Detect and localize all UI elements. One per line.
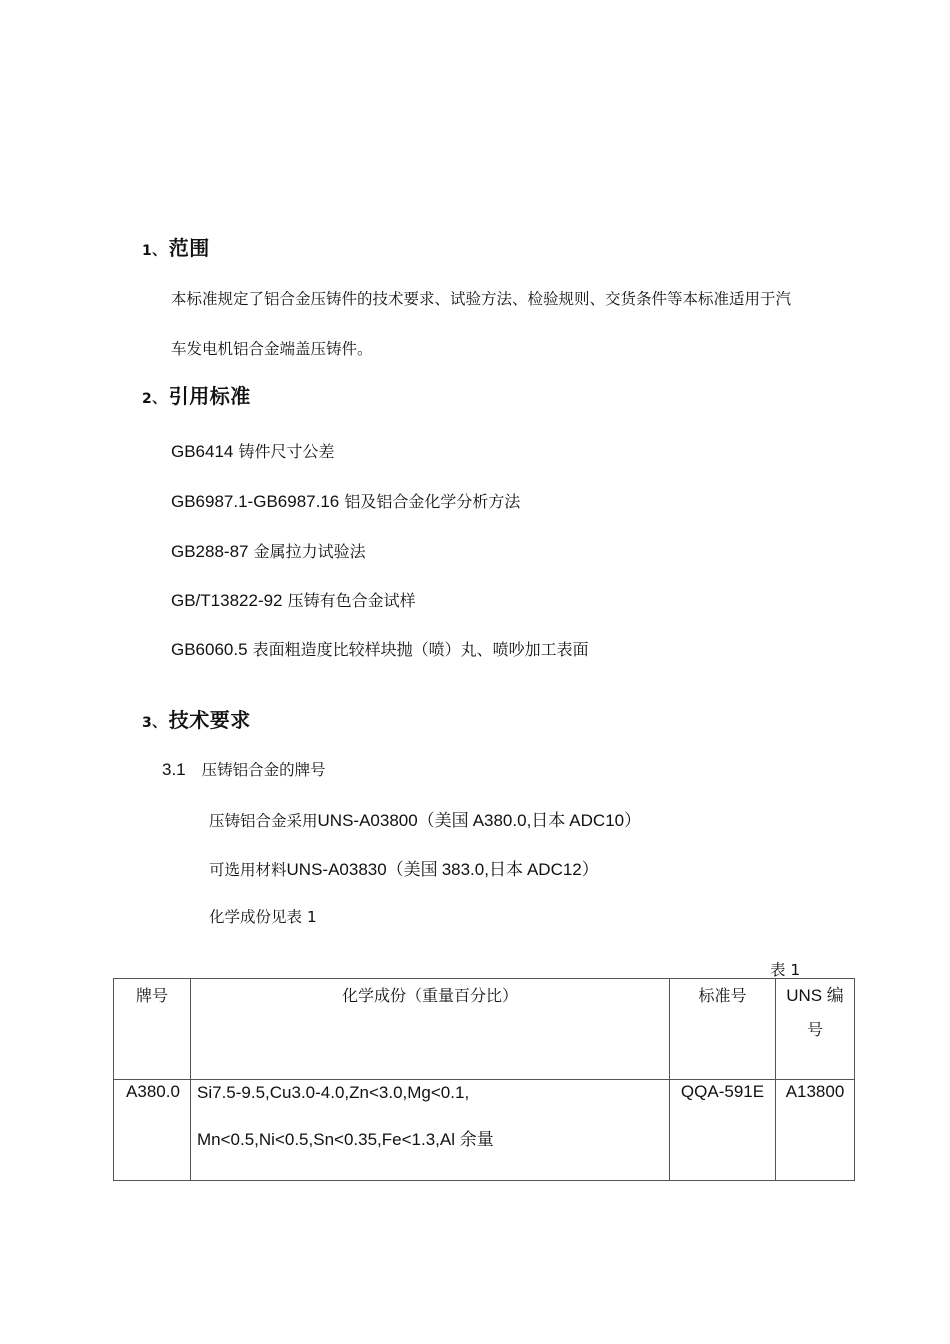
section-title: 范围: [168, 236, 210, 260]
header-uns-line2: 号: [806, 1020, 823, 1039]
cell-grade: A380.0: [114, 1080, 191, 1181]
header-uns-line1: UNS 编: [786, 986, 844, 1005]
scope-line-2: 车发电机铝合金端盖压铸件。: [171, 340, 373, 358]
subsection-number: 3.1: [162, 760, 186, 779]
reference-code: GB/T13822-92: [171, 591, 283, 610]
composition-line-2: Mn<0.5,Ni<0.5,Sn<0.35,Fe<1.3,Al 余量: [197, 1130, 494, 1149]
scope-line-1: 本标准规定了铝合金压铸件的技术要求、试验方法、检验规则、交货条件等本标准适用于汽: [171, 290, 792, 308]
reference-text: 铝及铝合金化学分析方法: [344, 492, 521, 511]
material-code: 383.0,日本: [441, 860, 523, 879]
section-title: 引用标准: [168, 384, 251, 408]
section-number: 1、: [142, 243, 167, 259]
header-uns: [776, 979, 855, 1080]
material-code: ADC10）: [569, 811, 642, 830]
reference-text: 铸件尺寸公差: [238, 442, 335, 461]
reference-code: GB6987.1-GB6987.16: [171, 492, 340, 511]
header-standard: 标准号: [670, 979, 776, 1080]
section-title: 技术要求: [168, 708, 251, 732]
subsection-3-1: [162, 758, 326, 780]
table-header-row: [114, 979, 855, 1080]
reference-code: GB6060.5: [171, 640, 248, 659]
subsection-title: 压铸铝合金的牌号: [201, 761, 326, 779]
reference-code: GB6414: [171, 442, 234, 461]
alt-material-line: [209, 855, 599, 880]
material-code: UNS-A03800（美国: [317, 811, 469, 830]
reference-item: [171, 539, 366, 562]
reference-item: [171, 637, 589, 660]
composition-table: [113, 978, 855, 1181]
material-text: 压铸铝合金采用: [209, 812, 318, 830]
table-row: [114, 1080, 855, 1181]
section-number: 3、: [142, 715, 167, 731]
composition-note: 化学成份见表 1: [209, 908, 317, 926]
material-line: [209, 806, 641, 831]
header-composition: 化学成份（重量百分比）: [191, 979, 670, 1080]
material-text: 可选用材料: [209, 861, 287, 879]
cell-standard: QQA-591E: [670, 1080, 776, 1181]
reference-item: [171, 588, 416, 611]
material-code: ADC12）: [526, 860, 599, 879]
reference-item: [171, 439, 335, 462]
reference-item: [171, 489, 520, 512]
material-code: A380.0,日本: [472, 811, 566, 830]
table-caption: 表 1: [770, 961, 801, 979]
reference-text: 金属拉力试验法: [253, 542, 366, 561]
section-2-heading: [142, 380, 251, 409]
cell-composition: [191, 1080, 670, 1181]
reference-text: 压铸有色合金试样: [287, 591, 416, 610]
composition-line-1: Si7.5-9.5,Cu3.0-4.0,Zn<3.0,Mg<0.1,: [197, 1083, 470, 1102]
cell-uns: A13800: [776, 1080, 855, 1181]
section-1-heading: [142, 232, 210, 261]
section-3-heading: [142, 704, 251, 733]
reference-code: GB288-87: [171, 542, 249, 561]
header-grade: 牌号: [114, 979, 191, 1080]
section-number: 2、: [142, 391, 167, 407]
material-code: UNS-A03830（美国: [286, 860, 438, 879]
reference-text: 表面粗造度比较样块抛（喷）丸、喷吵加工表面: [252, 640, 589, 659]
